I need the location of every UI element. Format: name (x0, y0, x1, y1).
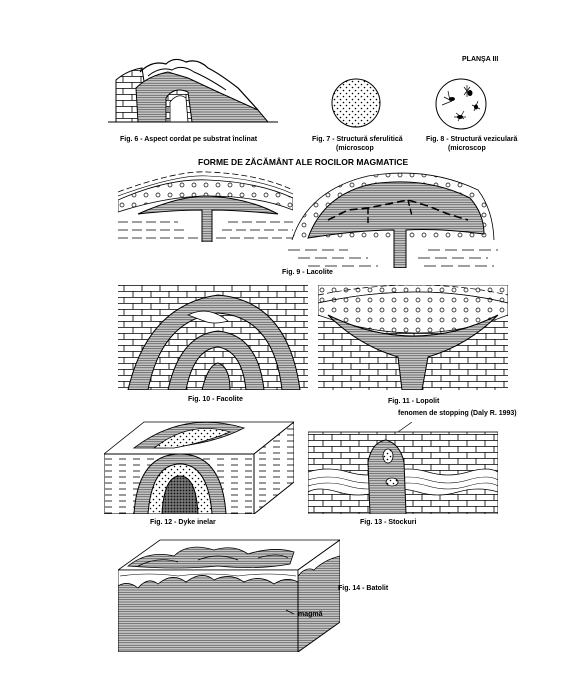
fig7-caption-line2: (microscop (336, 145, 374, 152)
fig10-caption: Fig. 10 - Facolite (188, 396, 243, 403)
fig11-diagram (318, 285, 508, 390)
fig8-caption-line2: (microscop (448, 145, 486, 152)
fig6-caption: Fig. 6 - Aspect cordat pe substrat înclinat (120, 136, 258, 143)
fig11-caption: Fig. 11 - Lopolit (388, 398, 440, 405)
fig14-caption: Fig. 14 - Batolit (338, 585, 389, 592)
fig13-diagram (308, 422, 498, 514)
fig13-annotation: fenomen de stopping (Daly R. 1993) (398, 410, 517, 417)
fig14-diagram (118, 536, 340, 652)
fig6-diagram (108, 58, 278, 130)
plate-label: PLANŞA III (462, 56, 499, 63)
fig12-caption: Fig. 12 - Dyke inelar (150, 519, 216, 526)
fig7-diagram (330, 77, 382, 129)
fig9-right-diagram (288, 170, 498, 268)
fig7-caption-line1: Fig. 7 - Structură sferulitică (312, 136, 403, 143)
section-title: FORME DE ZĂCĂMÂNT ALE ROCILOR MAGMATICE (198, 157, 409, 167)
fig12-diagram (104, 414, 294, 514)
fig10-diagram (118, 285, 308, 390)
fig13-caption: Fig. 13 - Stockuri (360, 519, 417, 526)
fig14-annotation: magmă (298, 611, 323, 618)
fig8-diagram (434, 77, 488, 131)
fig9-left-diagram (118, 170, 293, 242)
fig9-caption: Fig. 9 - Lacolite (282, 269, 333, 276)
fig8-caption-line1: Fig. 8 - Structură veziculară (426, 136, 518, 143)
